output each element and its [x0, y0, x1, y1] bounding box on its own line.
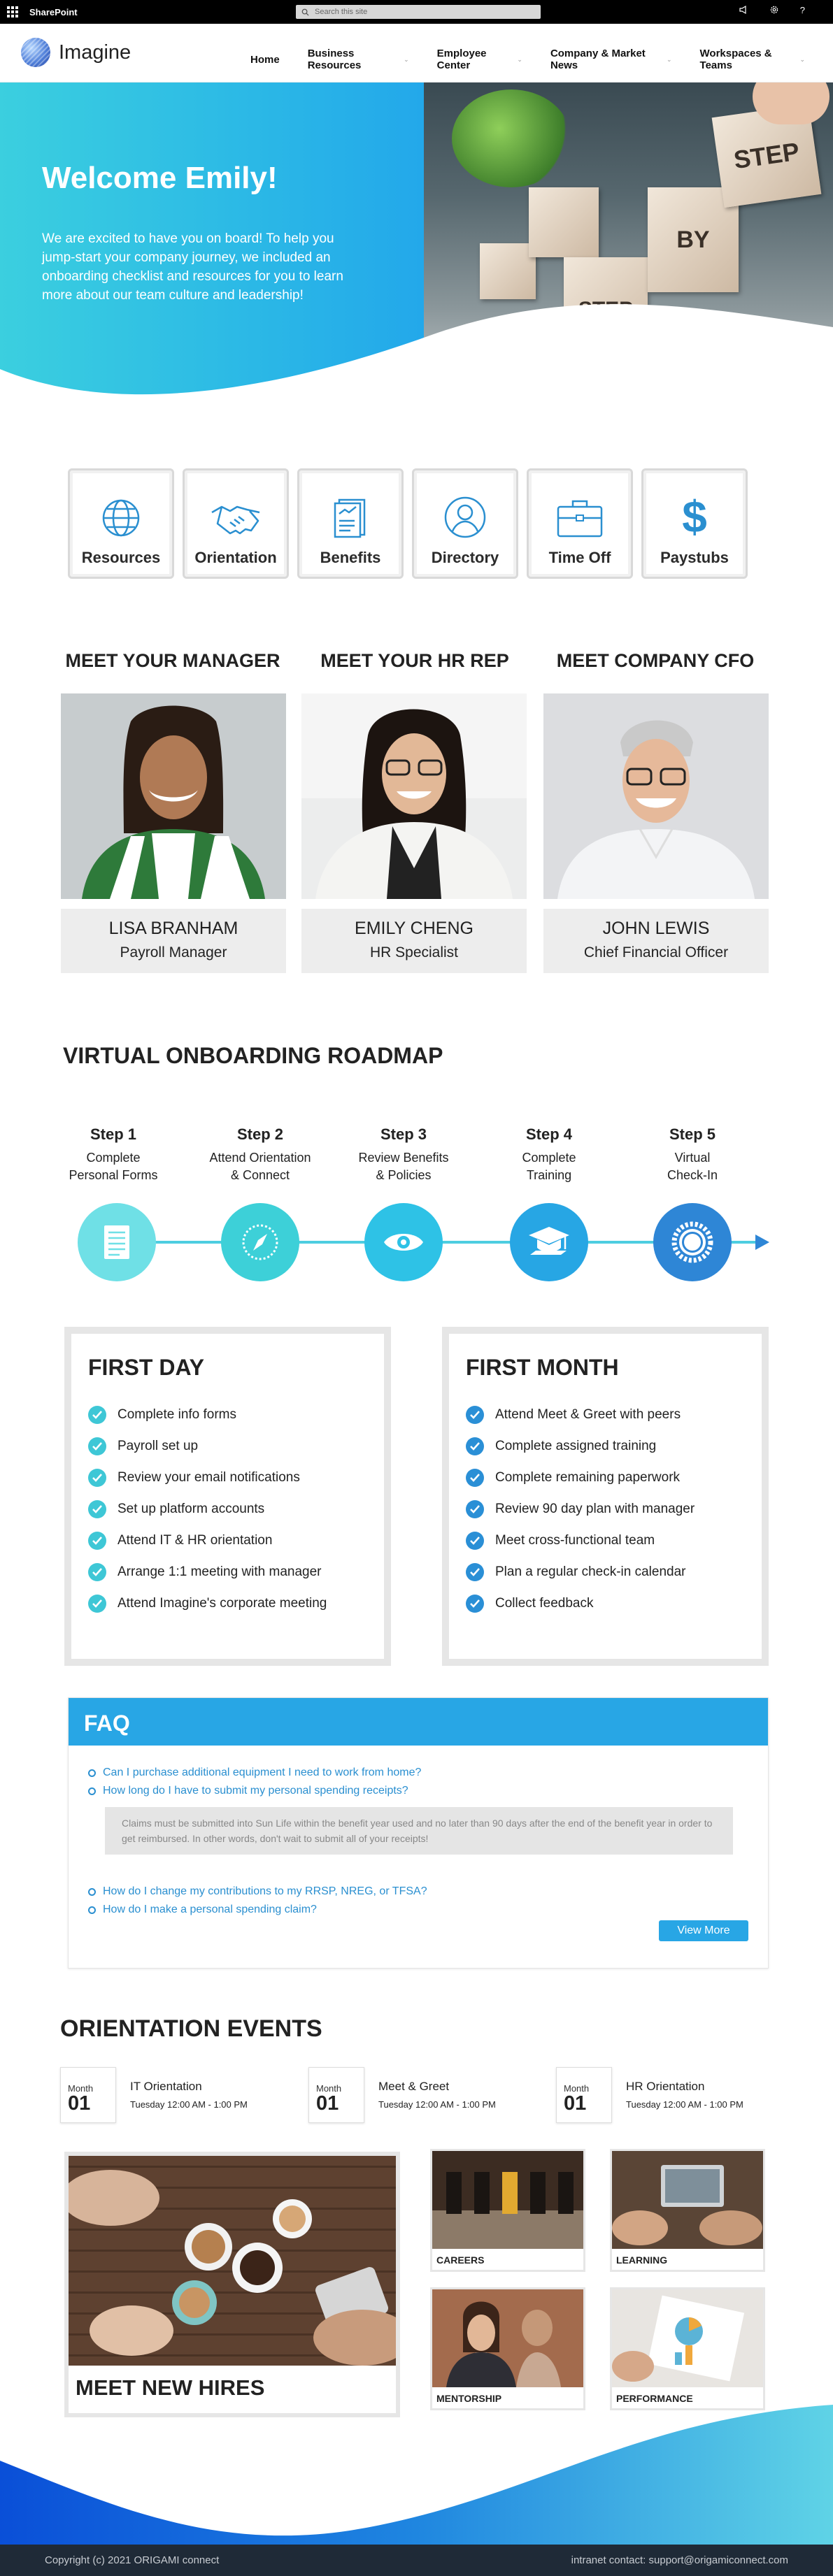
feature-caption: MEET NEW HIRES — [69, 2366, 396, 2413]
checklist-item-label: Review your email notifications — [118, 1469, 300, 1485]
logo-mark-icon — [21, 38, 50, 67]
step-desc: & Policies — [376, 1168, 432, 1182]
checklist-item-label: Set up platform accounts — [118, 1501, 265, 1516]
checkmark-icon — [88, 1500, 106, 1518]
event-item[interactable] — [308, 2067, 496, 2123]
faq-panel — [68, 1697, 769, 1969]
nav-label: Company & Market News — [550, 48, 646, 71]
checklist-item — [88, 1525, 367, 1556]
person-role: Chief Financial Officer — [583, 944, 729, 960]
form-icon — [101, 1224, 132, 1260]
checklist-item-label: Plan a regular check-in calendar — [495, 1564, 686, 1579]
checklist-item-label: Attend Imagine's corporate meeting — [118, 1595, 327, 1611]
event-item[interactable] — [60, 2067, 248, 2123]
performance-card[interactable] — [610, 2287, 765, 2410]
logo-text: Imagine — [59, 41, 131, 64]
checklist-title: FIRST DAY — [88, 1355, 204, 1380]
step-label: Step 3 — [380, 1125, 427, 1143]
handshake-icon — [209, 497, 262, 539]
nav-item-workspaces[interactable] — [700, 48, 805, 71]
checklist-item — [466, 1556, 745, 1588]
events-title: ORIENTATION EVENTS — [60, 2015, 322, 2042]
footer-wave — [0, 2405, 833, 2553]
hero-title: Welcome Emily! — [42, 161, 278, 195]
step-3-circle — [364, 1203, 443, 1281]
nav-item-employee-center[interactable] — [437, 48, 522, 71]
checklist-item — [466, 1493, 745, 1525]
checkmark-icon — [88, 1532, 106, 1550]
mentorship-card[interactable] — [430, 2287, 585, 2410]
checkmark-icon — [88, 1437, 106, 1455]
step-label: Step 5 — [669, 1125, 716, 1143]
roadmap-step — [633, 1125, 752, 1184]
card-caption: PERFORMANCE — [616, 2393, 693, 2404]
roadmap-title: VIRTUAL ONBOARDING ROADMAP — [63, 1043, 443, 1068]
manager-card — [61, 693, 286, 973]
hr-rep-card — [301, 693, 527, 973]
checklist-item-label: Complete assigned training — [495, 1438, 657, 1453]
search-input[interactable] — [296, 5, 541, 19]
hr-rep-info — [301, 909, 527, 973]
event-day: 01 — [564, 2092, 587, 2115]
tile-directory[interactable] — [412, 468, 518, 579]
chevron-down-icon: ⌄ — [666, 55, 672, 63]
checklist-item — [88, 1462, 367, 1493]
cfo-card — [543, 693, 769, 973]
faq-question[interactable] — [88, 1901, 768, 1919]
eye-icon — [383, 1228, 425, 1256]
suite-bar — [0, 0, 833, 24]
footer — [0, 2545, 833, 2576]
checklist-item-label: Attend Meet & Greet with peers — [495, 1406, 681, 1422]
roadmap-step — [490, 1125, 608, 1184]
checklist-item — [466, 1430, 745, 1462]
tile-label: Benefits — [320, 549, 381, 566]
checklist-title: FIRST MONTH — [466, 1355, 619, 1380]
checklist-item — [88, 1588, 367, 1619]
hr-rep-photo — [301, 693, 527, 899]
step-label: Step 4 — [525, 1125, 573, 1143]
event-time: Tuesday 12:00 AM - 1:00 PM — [378, 2099, 496, 2110]
learning-card[interactable] — [610, 2149, 765, 2272]
coffee-table-image — [69, 2156, 396, 2366]
faq-title: FAQ — [69, 1698, 768, 1746]
careers-image — [432, 2151, 583, 2249]
tile-resources[interactable] — [68, 468, 174, 579]
checklist-item-label: Review 90 day plan with manager — [495, 1501, 695, 1516]
tile-paystubs[interactable] — [641, 468, 748, 579]
dollar-icon — [679, 494, 710, 539]
step-label: Step 2 — [236, 1125, 284, 1143]
nav-label: Workspaces & Teams — [699, 48, 772, 71]
view-more-button[interactable]: View More — [659, 1920, 748, 1941]
first-month-checklist — [442, 1327, 769, 1666]
contact-text[interactable]: intranet contact: support@origamiconnect.com — [571, 2554, 788, 2566]
event-date — [60, 2067, 116, 2123]
careers-card[interactable] — [430, 2149, 585, 2272]
checklist-item-label: Collect feedback — [495, 1595, 594, 1611]
faq-question-expanded[interactable] — [88, 1782, 768, 1800]
event-time: Tuesday 12:00 AM - 1:00 PM — [626, 2099, 743, 2110]
roadmap-step — [344, 1125, 463, 1184]
person-name: LISA BRANHAM — [108, 919, 238, 938]
event-date — [308, 2067, 364, 2123]
app-launcher-icon[interactable] — [7, 6, 18, 17]
cfo-info — [543, 909, 769, 973]
nav-item-company-news[interactable] — [550, 48, 672, 71]
person-role: Payroll Manager — [120, 944, 227, 960]
site-logo[interactable] — [21, 38, 131, 67]
person-name: EMILY CHENG — [355, 919, 474, 938]
checklist-item — [88, 1556, 367, 1588]
event-time: Tuesday 12:00 AM - 1:00 PM — [130, 2099, 248, 2110]
performance-image — [612, 2289, 763, 2387]
first-day-list — [88, 1399, 367, 1619]
nav-label: Business Resources — [307, 48, 362, 71]
bullet-icon — [88, 1787, 96, 1795]
step-4-circle — [510, 1203, 588, 1281]
meet-new-hires-card[interactable] — [64, 2152, 400, 2417]
chevron-down-icon: ⌄ — [799, 55, 806, 63]
mentorship-image — [432, 2289, 583, 2387]
checkmark-icon — [88, 1406, 106, 1424]
search-icon — [301, 8, 309, 16]
step-desc: Attend Orientation — [209, 1151, 311, 1165]
block-label: STEP — [732, 136, 802, 175]
top-navigation — [250, 48, 833, 71]
checklist-item — [466, 1399, 745, 1430]
faq-question[interactable] — [88, 1883, 768, 1901]
nav-label: Employee Center — [436, 48, 487, 71]
checklist-item — [466, 1588, 745, 1619]
cfo-heading: MEET COMPANY CFO — [556, 650, 755, 671]
step-5-circle — [653, 1203, 732, 1281]
hero-banner — [0, 82, 833, 404]
gear-icon — [670, 1220, 715, 1265]
tile-benefits[interactable] — [297, 468, 404, 579]
graduation-cap-icon — [526, 1223, 572, 1262]
search-placeholder: Search this site — [315, 8, 368, 16]
tile-label: Directory — [431, 549, 499, 566]
checklist-item-label: Attend IT & HR orientation — [118, 1532, 273, 1548]
person-name: JOHN LEWIS — [602, 919, 710, 938]
first-month-list — [466, 1399, 745, 1619]
step-2-circle — [221, 1203, 299, 1281]
app-name[interactable]: SharePoint — [29, 6, 78, 17]
card-caption: CAREERS — [436, 2254, 485, 2266]
card-caption: MENTORSHIP — [436, 2393, 502, 2404]
step-desc: Complete — [522, 1151, 576, 1165]
checklist-item-label: Payroll set up — [118, 1438, 199, 1453]
tile-label: Paystubs — [660, 549, 729, 566]
step-desc: Personal Forms — [69, 1168, 158, 1182]
faq-question-text: Can I purchase additional equipment I need to work from home? — [103, 1766, 422, 1778]
bullet-icon — [88, 1906, 96, 1914]
step-desc: Review Benefits — [358, 1151, 449, 1165]
step-label: Step 1 — [90, 1125, 137, 1143]
checkmark-icon — [466, 1532, 484, 1550]
chevron-down-icon: ⌄ — [517, 55, 522, 63]
tile-label: Orientation — [194, 549, 277, 566]
globe-icon — [100, 497, 142, 539]
faq-question-text: How do I change my contributions to my RRSP, NREG, or TFSA? — [103, 1885, 427, 1897]
settings-gear-icon[interactable] — [769, 5, 779, 15]
event-day: 01 — [316, 2092, 339, 2115]
checkmark-icon — [88, 1563, 106, 1581]
checklist-item-label: Complete info forms — [118, 1406, 237, 1422]
hero-text: We are excited to have you on board! To help you jump-start your company journey, we included an onboarding checklist and resources for you to learn more about our team culture and leadership! — [42, 231, 343, 303]
nav-item-home[interactable] — [250, 48, 280, 71]
checkmark-icon — [88, 1595, 106, 1613]
roadmap-step — [54, 1125, 173, 1184]
step-1-circle — [78, 1203, 156, 1281]
person-role: HR Specialist — [369, 944, 459, 960]
checklist-item-label: Meet cross-functional team — [495, 1532, 655, 1548]
manager-info — [61, 909, 286, 973]
checkmark-icon — [466, 1563, 484, 1581]
checklist-item — [466, 1525, 745, 1556]
event-month: Month — [316, 2083, 342, 2094]
manager-photo — [61, 693, 286, 899]
step-desc: Training — [526, 1168, 572, 1182]
bullet-icon — [88, 1769, 96, 1777]
checkmark-icon — [466, 1437, 484, 1455]
nav-label: Home — [250, 53, 280, 66]
event-title: Meet & Greet — [378, 2080, 450, 2093]
suitcase-icon — [555, 497, 604, 539]
bullet-icon — [88, 1888, 96, 1896]
manager-heading: MEET YOUR MANAGER — [65, 650, 280, 671]
checkmark-icon — [466, 1406, 484, 1424]
faq-question[interactable] — [88, 1764, 768, 1782]
block-label: BY — [676, 226, 710, 253]
step-desc: Virtual — [674, 1151, 711, 1165]
first-day-checklist — [64, 1327, 391, 1666]
event-month: Month — [68, 2083, 94, 2094]
checklist-item — [88, 1399, 367, 1430]
event-date — [556, 2067, 612, 2123]
step-desc: Check-In — [667, 1168, 718, 1182]
faq-question-text: How do I make a personal spending claim? — [103, 1904, 317, 1915]
hr-rep-heading: MEET YOUR HR REP — [320, 650, 509, 671]
tile-label: Resources — [81, 549, 161, 566]
event-title: HR Orientation — [626, 2080, 705, 2093]
roadmap-step — [201, 1125, 320, 1184]
checkmark-icon — [88, 1469, 106, 1487]
learning-image — [612, 2151, 763, 2249]
checklist-item-label: Complete remaining paperwork — [495, 1469, 681, 1485]
card-caption: LEARNING — [616, 2254, 668, 2266]
chevron-down-icon: ⌄ — [404, 55, 409, 63]
quick-links — [68, 468, 748, 579]
person-icon — [443, 496, 487, 539]
compass-icon — [239, 1221, 281, 1263]
svg-text:$: $ — [682, 494, 707, 539]
checklist-item — [88, 1493, 367, 1525]
checklist-item — [466, 1462, 745, 1493]
cfo-photo — [543, 693, 769, 899]
step-desc: Complete — [86, 1151, 141, 1165]
checklist-item — [88, 1430, 367, 1462]
megaphone-icon[interactable] — [739, 5, 748, 15]
faq-answer: Claims must be submitted into Sun Life within the benefit year used and no later than 90 days after the end of the benefit year in order to get reimbursed. In other words, don't wait to submit all of your receipts! — [105, 1807, 733, 1855]
nav-item-business-resources[interactable] — [308, 48, 409, 71]
event-month: Month — [564, 2083, 590, 2094]
roadmap-arrow-icon — [755, 1235, 769, 1250]
tile-time-off[interactable] — [527, 468, 633, 579]
step-desc: & Connect — [230, 1168, 290, 1182]
tile-label: Time Off — [548, 549, 611, 566]
checkmark-icon — [466, 1500, 484, 1518]
event-day: 01 — [68, 2092, 91, 2115]
event-title: IT Orientation — [130, 2080, 202, 2093]
event-item[interactable] — [556, 2067, 743, 2123]
faq-question-text: How long do I have to submit my personal spending receipts? — [103, 1785, 408, 1797]
checklist-item-label: Arrange 1:1 meeting with manager — [118, 1564, 322, 1579]
help-icon[interactable]: ? — [799, 5, 805, 15]
report-icon — [329, 497, 371, 539]
site-header — [0, 24, 833, 82]
checkmark-icon — [466, 1595, 484, 1613]
checkmark-icon — [466, 1469, 484, 1487]
tile-orientation[interactable] — [183, 468, 289, 579]
copyright-text: Copyright (c) 2021 ORIGAMI connect — [45, 2554, 220, 2566]
